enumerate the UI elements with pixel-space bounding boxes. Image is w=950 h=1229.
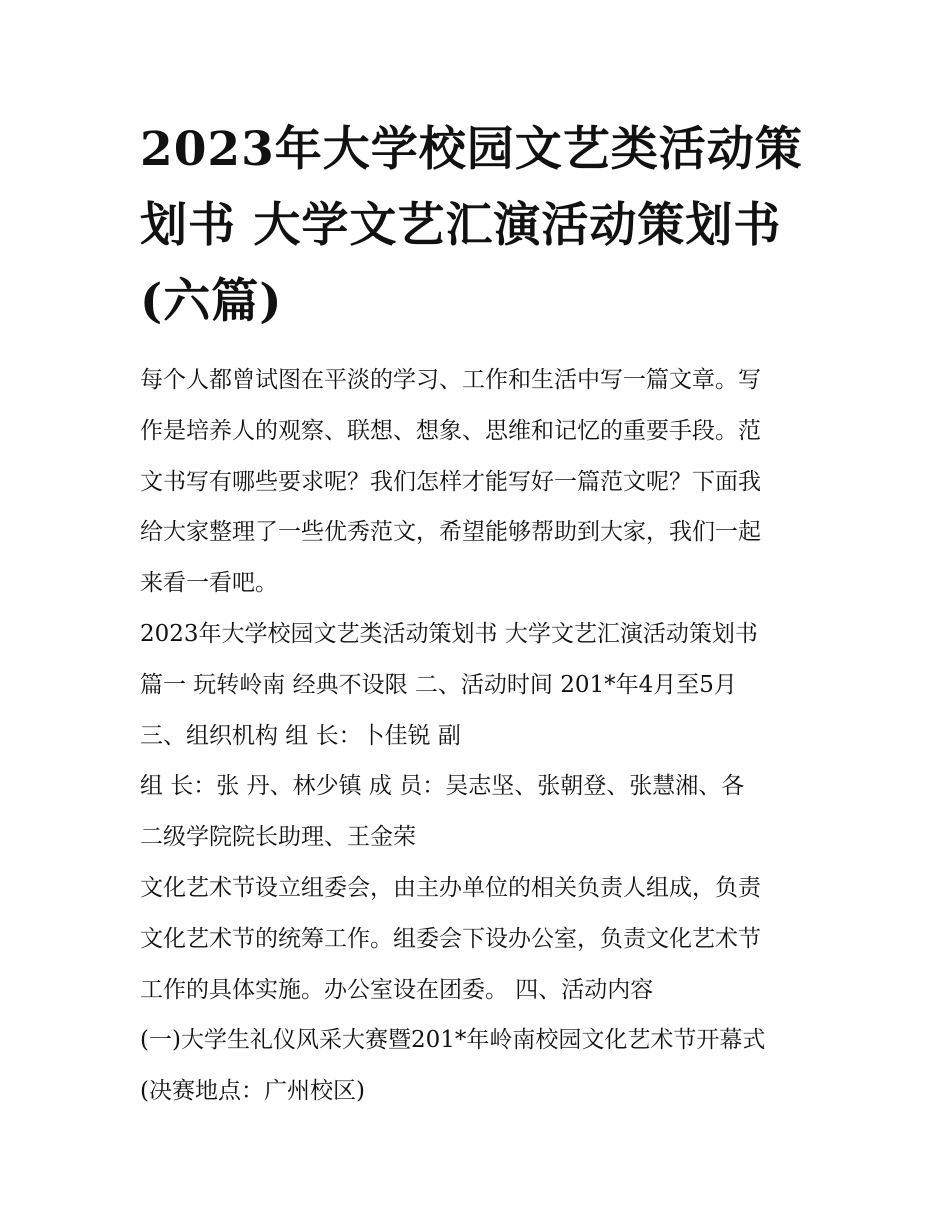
- body-line: 篇一 玩转岭南 经典不设限 二、活动时间 201*年4月至5月: [140, 671, 737, 698]
- body-line: 作是培养人的观察、联想、想象、思维和记忆的重要手段。范: [140, 417, 761, 444]
- body-line: 来看一看吧。: [140, 570, 278, 597]
- title-line: (六篇): [140, 274, 283, 329]
- body-line: 三、组织机构 组 长：卜佳锐 副: [140, 722, 461, 749]
- body-line: 组 长：张 丹、林少镇 成 员：吴志坚、张朝登、张慧湘、各: [140, 773, 745, 800]
- body-line: 每个人都曾试图在平淡的学习、工作和生活中写一篇文章。写: [140, 367, 761, 393]
- body-line: 2023年大学校园文艺类活动策划书 大学文艺汇演活动策划书: [140, 620, 758, 647]
- body-line: 给大家整理了一些优秀范文，希望能够帮助到大家，我们一起: [140, 519, 761, 546]
- title-line: 划书 大学文艺汇演活动策划书: [140, 198, 782, 253]
- body-line: 工作的具体实施。办公室设在团委。 四、活动内容: [140, 976, 654, 1003]
- document-body: [140, 355, 830, 1117]
- title-line: 2023年大学校园文艺类活动策: [140, 122, 803, 177]
- body-line: (决赛地点：广州校区): [140, 1078, 365, 1105]
- body-line: (一)大学生礼仪风采大赛暨201*年岭南校园文化艺术节开幕式: [140, 1027, 766, 1054]
- body-line: 二级学院院长助理、王金荣: [140, 824, 416, 851]
- document-title: [140, 112, 820, 340]
- body-line: 文化艺术节设立组委会，由主办单位的相关负责人组成，负责: [140, 874, 761, 901]
- body-line: 文化艺术节的统筹工作。组委会下设办公室，负责文化艺术节: [140, 925, 761, 952]
- body-line: 文书写有哪些要求呢？我们怎样才能写好一篇范文呢？下面我: [140, 468, 761, 495]
